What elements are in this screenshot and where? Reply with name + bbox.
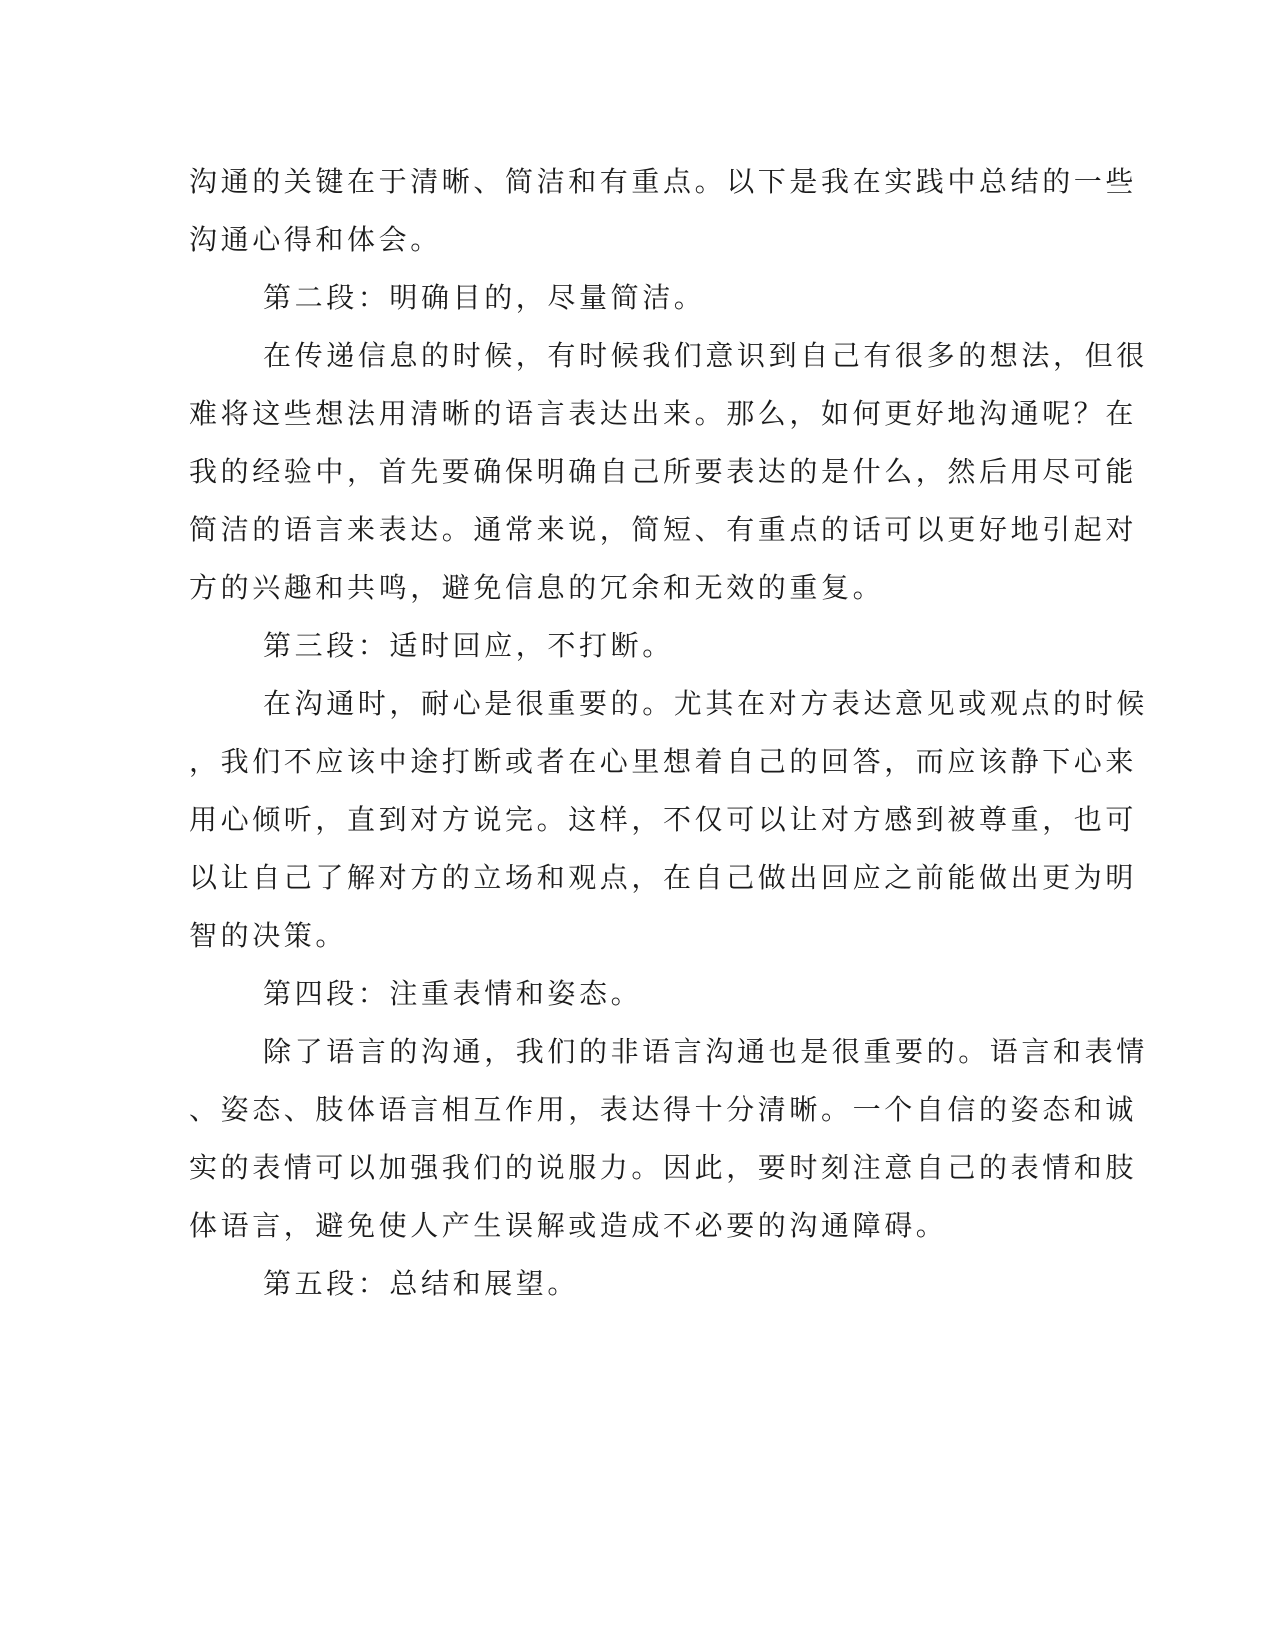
text-line: 简洁的语言来表达。通常来说，简短、有重点的话可以更好地引起对 xyxy=(189,513,1138,546)
section-heading-2: 第二段：明确目的，尽量简洁。 xyxy=(263,281,706,314)
text-line: 实的表情可以加强我们的说服力。因此，要时刻注意自己的表情和肢 xyxy=(189,1151,1138,1184)
text-line: 、姿态、肢体语言相互作用，表达得十分清晰。一个自信的姿态和诚 xyxy=(189,1093,1138,1126)
text-line: 在传递信息的时候，有时候我们意识到自己有很多的想法，但很 xyxy=(263,339,1148,372)
text-line: 以让自己了解对方的立场和观点，在自己做出回应之前能做出更为明 xyxy=(189,861,1138,894)
text-line: 用心倾听，直到对方说完。这样，不仅可以让对方感到被尊重，也可 xyxy=(189,803,1138,836)
text-line: 难将这些想法用清晰的语言表达出来。那么，如何更好地沟通呢？在 xyxy=(189,397,1138,430)
text-line: 智的决策。 xyxy=(189,919,348,952)
text-line: 沟通心得和体会。 xyxy=(189,223,442,256)
text-line: 体语言，避免使人产生误解或造成不必要的沟通障碍。 xyxy=(189,1209,948,1242)
text-line: 沟通的关键在于清晰、简洁和有重点。以下是我在实践中总结的一些 xyxy=(189,165,1138,198)
text-line: 我的经验中，首先要确保明确自己所要表达的是什么，然后用尽可能 xyxy=(189,455,1138,488)
section-heading-4: 第四段：注重表情和姿态。 xyxy=(263,977,643,1010)
text-line: 除了语言的沟通，我们的非语言沟通也是很重要的。语言和表情 xyxy=(263,1035,1148,1068)
section-heading-5: 第五段：总结和展望。 xyxy=(263,1267,580,1300)
text-line: ，我们不应该中途打断或者在心里想着自己的回答，而应该静下心来 xyxy=(189,745,1138,778)
text-line: 在沟通时，耐心是很重要的。尤其在对方表达意见或观点的时候 xyxy=(263,687,1148,720)
text-line: 方的兴趣和共鸣，避免信息的冗余和无效的重复。 xyxy=(189,571,885,604)
section-heading-3: 第三段：适时回应，不打断。 xyxy=(263,629,674,662)
